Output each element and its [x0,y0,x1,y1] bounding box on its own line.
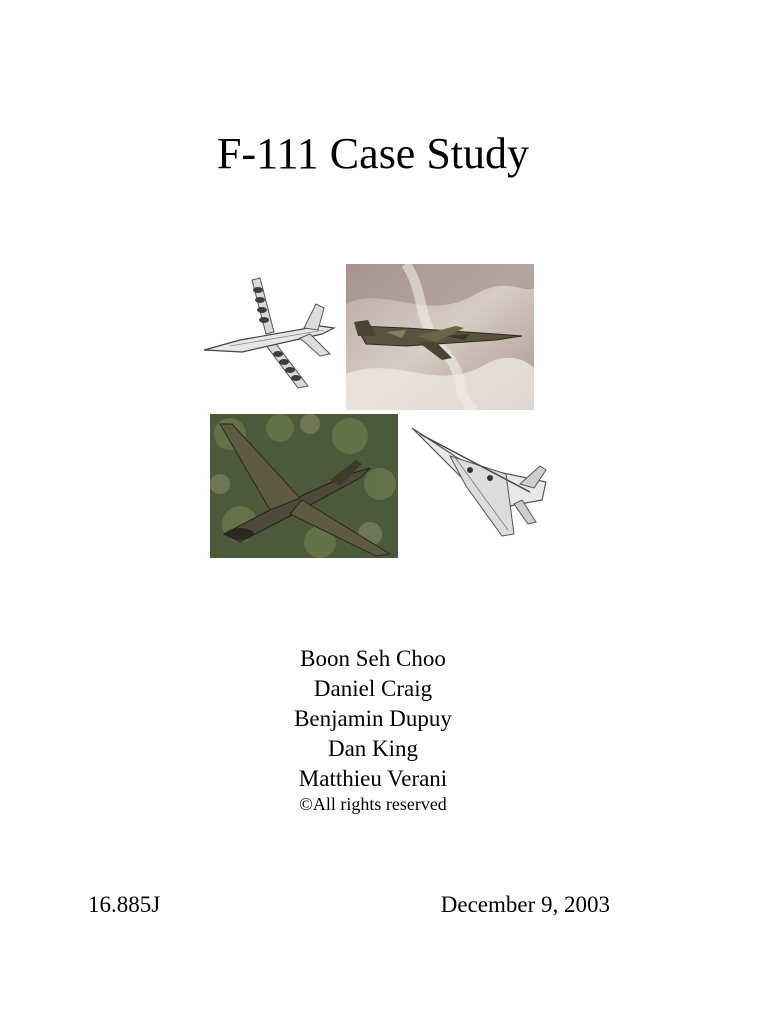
author-name: Boon Seh Choo [300,646,446,671]
author-name: Matthieu Verani [298,766,448,791]
author-name: Daniel Craig [313,676,433,701]
author-name: Dan King [327,736,419,761]
document-title: F-111 Case Study [216,129,530,178]
aircraft-wireframe-spread-image [200,270,338,394]
aircraft-wireframe-swept-image [410,426,554,542]
aircraft-in-clouds-photo [346,264,534,410]
author-name: Benjamin Dupuy [294,706,452,731]
author-list [0,644,746,816]
course-number: 16.885J [88,892,161,917]
copyright-notice: ©All rights reserved [299,794,447,814]
aircraft-over-forest-photo [210,414,398,558]
document-date: December 9, 2003 [440,892,610,917]
